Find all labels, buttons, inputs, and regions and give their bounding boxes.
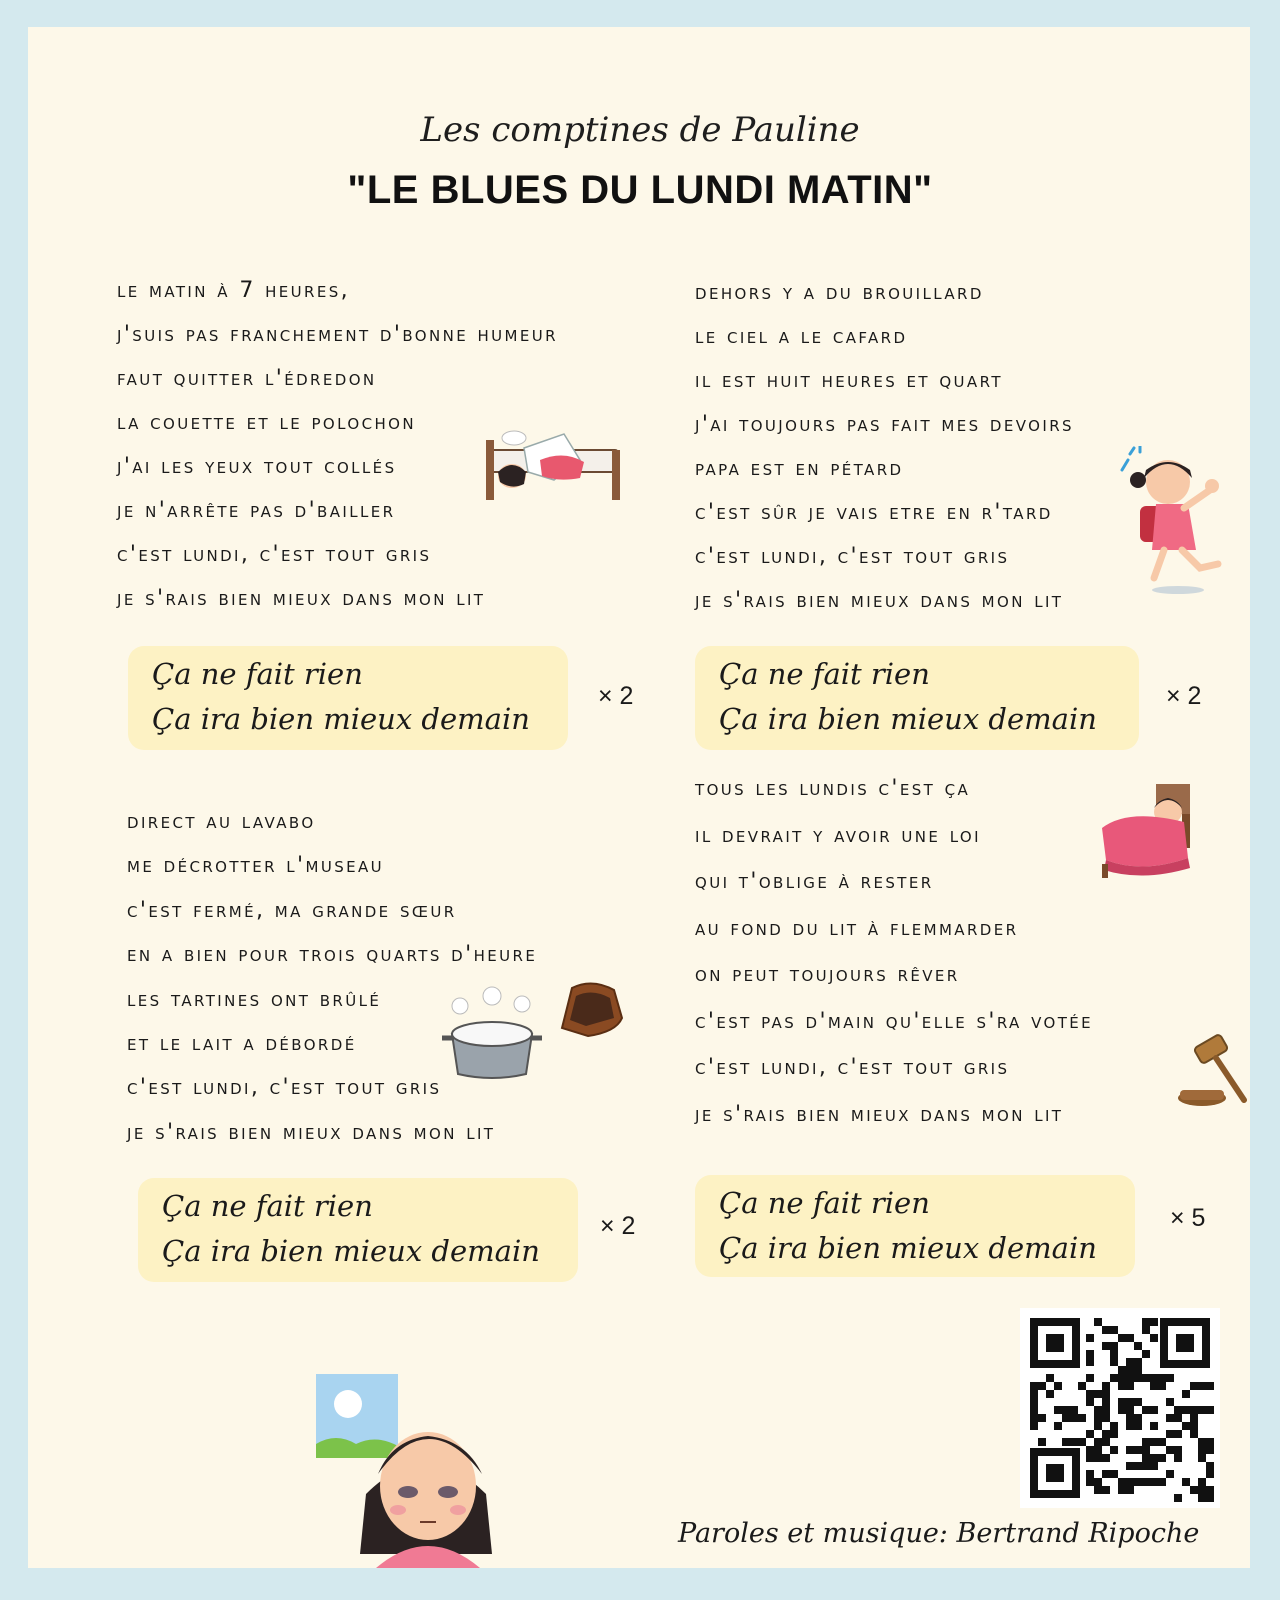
verse-line: me décrotter l'museau xyxy=(127,853,385,879)
qr-code xyxy=(1020,1308,1220,1508)
verse-line: tous les lundis c'est ça xyxy=(695,776,971,801)
chorus-line: Ça ira bien mieux demain xyxy=(162,1234,540,1268)
chorus-line: Ça ne fait rien xyxy=(719,657,930,691)
chorus-box xyxy=(695,1175,1135,1277)
gavel-icon xyxy=(1176,1034,1256,1114)
chorus-line: Ça ne fait rien xyxy=(719,1186,930,1220)
burnt-toast-icon xyxy=(558,978,626,1038)
repeat-count: × 2 xyxy=(598,682,634,710)
verse-line: j'ai les yeux tout collés xyxy=(117,454,397,479)
verse-line: c'est sûr je vais etre en r'tard xyxy=(695,500,1053,525)
verse-line: j'suis pas franchement d'bonne humeur xyxy=(117,322,558,347)
verse-line: c'est lundi, c'est tout gris xyxy=(695,1055,1010,1080)
verse-line: je s'rais bien mieux dans mon lit xyxy=(117,586,486,611)
boiling-pot-icon xyxy=(442,984,542,1084)
verse-line: c'est fermé, ma grande sœur xyxy=(127,897,457,923)
girl-sleeping-in-bed-icon xyxy=(1098,778,1206,878)
sleepy-girl-in-bed-icon xyxy=(484,420,624,510)
verse-line: je s'rais bien mieux dans mon lit xyxy=(695,588,1064,613)
verse-line: la couette et le polochon xyxy=(117,410,416,435)
verse-line: il est huit heures et quart xyxy=(695,368,1003,393)
running-late-girl-icon xyxy=(1118,446,1230,596)
verse-line: je n'arrête pas d'bailler xyxy=(117,498,396,523)
verse-line: les tartines ont brûlé xyxy=(127,986,382,1012)
chorus-box xyxy=(695,646,1139,750)
chorus-line: Ça ne fait rien xyxy=(152,657,363,691)
verse-line: c'est lundi, c'est tout gris xyxy=(695,544,1010,569)
verse-line: le ciel a le cafard xyxy=(695,324,908,349)
tired-girl-morning-icon xyxy=(316,1374,516,1568)
verse-line: j'ai toujours pas fait mes devoirs xyxy=(695,412,1074,437)
verse-line: je s'rais bien mieux dans mon lit xyxy=(695,1101,1064,1127)
verse-line: c'est pas d'main qu'elle s'ra votée xyxy=(695,1008,1094,1034)
verse-line: faut quitter l'édredon xyxy=(117,366,377,391)
verse-line: qui t'oblige à rester xyxy=(695,869,934,894)
page-title: "LE BLUES DU LUNDI MATIN" xyxy=(347,168,933,212)
verse-line: papa est en pétard xyxy=(695,456,904,481)
verse-line: direct au lavabo xyxy=(127,809,316,834)
verse-line: le matin à 7 heures, xyxy=(117,278,351,303)
chorus-box xyxy=(138,1178,578,1282)
verse-line: c'est lundi, c'est tout gris xyxy=(117,542,432,567)
chorus-line: Ça ne fait rien xyxy=(162,1189,373,1223)
chorus-line: Ça ira bien mieux demain xyxy=(719,702,1097,736)
repeat-count: × 5 xyxy=(1170,1204,1206,1232)
verse-line: en a bien pour trois quarts d'heure xyxy=(127,942,538,968)
verse-line: et le lait a débordé xyxy=(127,1030,357,1056)
chorus-box xyxy=(128,646,568,750)
verse-line: au fond du lit à flemmarder xyxy=(695,915,1019,941)
verse-line: on peut toujours rêver xyxy=(695,962,960,987)
chorus-line: Ça ira bien mieux demain xyxy=(152,702,530,736)
repeat-count: × 2 xyxy=(1166,682,1202,710)
chorus-line: Ça ira bien mieux demain xyxy=(719,1231,1097,1265)
page-subtitle: Les comptines de Pauline xyxy=(420,110,860,150)
verse-line: il devrait y avoir une loi xyxy=(695,822,981,848)
verse-4 xyxy=(695,776,1093,1148)
verse-line: c'est lundi, c'est tout gris xyxy=(127,1075,442,1101)
verse-2 xyxy=(695,280,1074,632)
credits: Paroles et musique: Bertrand Ripoche xyxy=(678,1518,1200,1549)
repeat-count: × 2 xyxy=(600,1212,636,1240)
verse-line: je s'rais bien mieux dans mon lit xyxy=(127,1119,496,1145)
verse-line: dehors y a du brouillard xyxy=(695,280,984,305)
